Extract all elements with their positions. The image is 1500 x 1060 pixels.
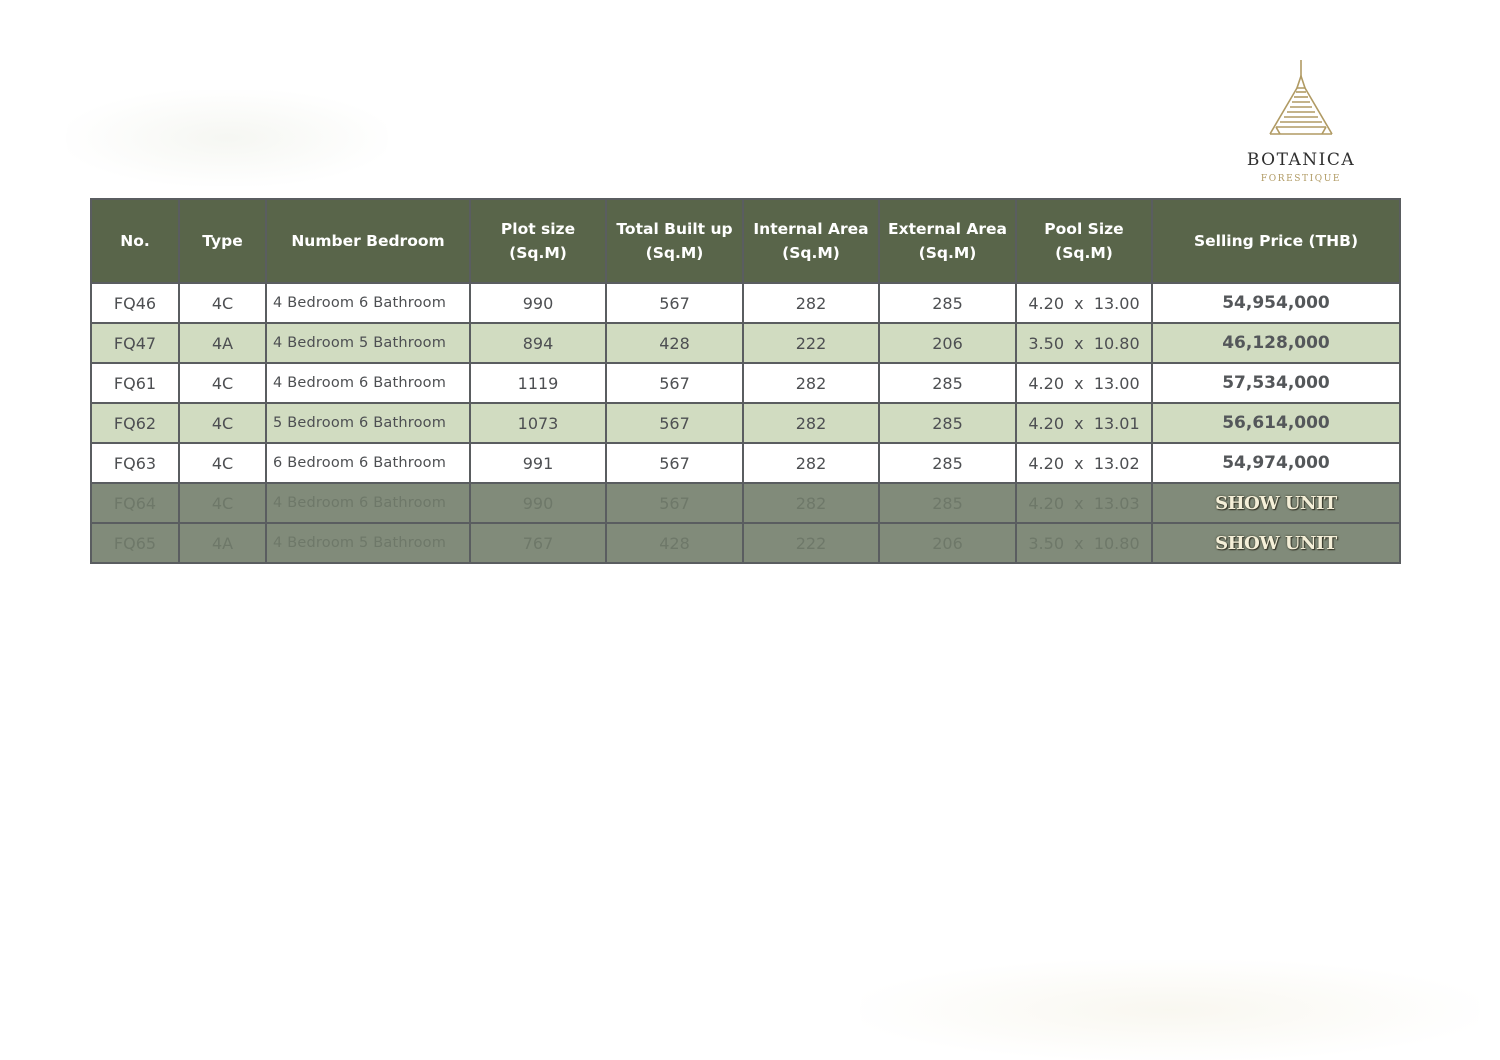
table-row-show-unit	[91, 483, 1400, 523]
cell-type: 4A	[179, 323, 266, 363]
header-no: No.	[91, 199, 179, 283]
cell-bedroom: 4 Bedroom 5 Bathroom	[266, 323, 470, 363]
table-header-row	[91, 199, 1400, 283]
cell-bedroom: 5 Bedroom 6 Bathroom	[266, 403, 470, 443]
table-row	[91, 363, 1400, 403]
cell-pool: 4.20 x 13.03	[1016, 483, 1152, 523]
table-row-show-unit	[91, 523, 1400, 563]
brand-subtitle: FORESTIQUE	[1260, 174, 1342, 184]
cell-no: FQ62	[91, 403, 179, 443]
botanica-logo	[1230, 58, 1372, 190]
cell-external: 285	[879, 283, 1016, 323]
cell-type: 4C	[179, 443, 266, 483]
cell-external: 285	[879, 363, 1016, 403]
cell-plot: 991	[470, 443, 606, 483]
cell-type: 4C	[179, 363, 266, 403]
cell-pool: 4.20 x 13.00	[1016, 363, 1152, 403]
cell-built: 567	[606, 443, 743, 483]
price-table	[90, 198, 1401, 564]
table-row	[91, 443, 1400, 483]
table-row	[91, 323, 1400, 363]
cell-internal: 282	[743, 283, 879, 323]
cell-external: 285	[879, 483, 1016, 523]
cell-built: 428	[606, 323, 743, 363]
table-row	[91, 283, 1400, 323]
cell-plot: 990	[470, 483, 606, 523]
cell-type: 4C	[179, 403, 266, 443]
cell-no: FQ64	[91, 483, 179, 523]
header-selling-price: Selling Price (THB)	[1152, 199, 1400, 283]
cell-no: FQ65	[91, 523, 179, 563]
table-row	[91, 403, 1400, 443]
cell-internal: 222	[743, 523, 879, 563]
header-plot-size: Plot size (Sq.M)	[470, 199, 606, 283]
cell-no: FQ46	[91, 283, 179, 323]
cell-internal: 282	[743, 483, 879, 523]
cell-plot: 990	[470, 283, 606, 323]
cell-bedroom: 4 Bedroom 6 Bathroom	[266, 483, 470, 523]
cell-built: 567	[606, 483, 743, 523]
cell-price: 56,614,000	[1152, 403, 1400, 443]
cell-pool: 4.20 x 13.02	[1016, 443, 1152, 483]
cell-type: 4C	[179, 483, 266, 523]
cell-bedroom: 4 Bedroom 6 Bathroom	[266, 283, 470, 323]
cell-no: FQ61	[91, 363, 179, 403]
header-number-bedroom: Number Bedroom	[266, 199, 470, 283]
header-type: Type	[179, 199, 266, 283]
cell-built: 567	[606, 283, 743, 323]
cell-no: FQ47	[91, 323, 179, 363]
cell-price: 54,974,000	[1152, 443, 1400, 483]
header-total-built-up: Total Built up (Sq.M)	[606, 199, 743, 283]
pagoda-icon	[1266, 58, 1336, 138]
cell-internal: 282	[743, 443, 879, 483]
header-internal-area: Internal Area (Sq.M)	[743, 199, 879, 283]
cell-price: 57,534,000	[1152, 363, 1400, 403]
faded-background-decoration	[860, 960, 1480, 1060]
cell-internal: 282	[743, 403, 879, 443]
cell-external: 285	[879, 443, 1016, 483]
cell-plot: 1119	[470, 363, 606, 403]
cell-external: 285	[879, 403, 1016, 443]
cell-price: 46,128,000	[1152, 323, 1400, 363]
header-external-area: External Area (Sq.M)	[879, 199, 1016, 283]
show-unit-label: SHOW UNIT	[1152, 523, 1400, 563]
cell-pool: 3.50 x 10.80	[1016, 323, 1152, 363]
cell-built: 567	[606, 403, 743, 443]
cell-built: 428	[606, 523, 743, 563]
show-unit-label: SHOW UNIT	[1152, 483, 1400, 523]
cell-built: 567	[606, 363, 743, 403]
cell-pool: 3.50 x 10.80	[1016, 523, 1152, 563]
cell-pool: 4.20 x 13.00	[1016, 283, 1152, 323]
cell-price: 54,954,000	[1152, 283, 1400, 323]
cell-plot: 894	[470, 323, 606, 363]
cell-type: 4C	[179, 283, 266, 323]
header-pool-size: Pool Size (Sq.M)	[1016, 199, 1152, 283]
faded-title-watermark	[66, 90, 388, 186]
cell-plot: 1073	[470, 403, 606, 443]
cell-type: 4A	[179, 523, 266, 563]
cell-bedroom: 6 Bedroom 6 Bathroom	[266, 443, 470, 483]
cell-pool: 4.20 x 13.01	[1016, 403, 1152, 443]
cell-plot: 767	[470, 523, 606, 563]
brand-name: BOTANICA	[1246, 150, 1356, 170]
cell-no: FQ63	[91, 443, 179, 483]
cell-bedroom: 4 Bedroom 6 Bathroom	[266, 363, 470, 403]
cell-bedroom: 4 Bedroom 5 Bathroom	[266, 523, 470, 563]
cell-internal: 282	[743, 363, 879, 403]
cell-internal: 222	[743, 323, 879, 363]
cell-external: 206	[879, 323, 1016, 363]
cell-external: 206	[879, 523, 1016, 563]
